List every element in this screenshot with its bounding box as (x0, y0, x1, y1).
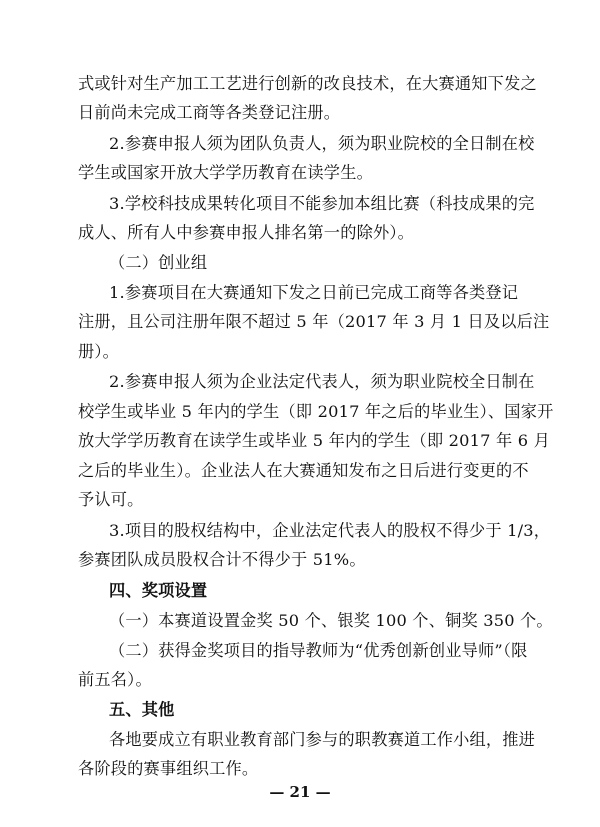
paragraph-line: 校学生或毕业 5 年内的学生（即 2017 年之后的毕业生）、国家开 (78, 402, 554, 421)
paragraph-line: 参赛团队成员股权合计不得少于 51%。 (78, 550, 366, 569)
paragraph-line: 学生或国家开放大学学历教育在读学生。 (78, 163, 373, 182)
section-heading: 四、奖项设置 (109, 581, 208, 600)
paragraph-line: 册）。 (78, 342, 120, 361)
paragraph-line: 1.参赛项目在大赛通知下发之日前已完成工商等各类登记 (109, 283, 519, 302)
page-number: — 21 — (269, 783, 331, 801)
paragraph-line: 日前尚未完成工商等各类登记注册。 (78, 103, 341, 122)
paragraph-line: 3.项目的股权结构中，企业法定代表人的股权不得少于 1/3， (109, 521, 551, 540)
paragraph-line: 成人、所有人中参赛申报人排名第一的除外）。 (78, 223, 415, 242)
section-heading: 五、其他 (109, 700, 175, 719)
paragraph-line: 放大学学历教育在读学生或毕业 5 年内的学生（即 2017 年 6 月 (78, 431, 550, 450)
paragraph-line: 予认可。 (78, 490, 144, 509)
paragraph-line: 2.参赛申报人须为团队负责人，须为职业院校的全日制在校 (109, 134, 535, 153)
paragraph-line: 各阶段的赛事组织工作。 (78, 759, 259, 778)
paragraph-line: 前五名）。 (78, 670, 152, 689)
paragraph-line: 3.学校科技成果转化项目不能参加本组比赛（科技成果的完 (109, 194, 535, 213)
paragraph-line: （一）本赛道设置金奖 50 个、银奖 100 个、铜奖 350 个。 (109, 611, 553, 630)
paragraph-line: 式或针对生产加工工艺进行创新的改良技术，在大赛通知下发之 (78, 74, 537, 93)
paragraph-line: 之后的毕业生）。企业法人在大赛通知发布之日后进行变更的不 (78, 461, 529, 480)
paragraph-line: 各地要成立有职业教育部门参与的职教赛道工作小组，推进 (109, 730, 536, 749)
paragraph-line: 2.参赛申报人须为企业法定代表人，须为职业院校全日制在 (109, 372, 535, 391)
paragraph-line: （二）获得金奖项目的指导教师为“优秀创新创业导师”（限 (109, 641, 528, 660)
paragraph-line: 注册，且公司注册年限不超过 5 年（2017 年 3 月 1 日及以后注 (78, 312, 550, 331)
section-subheading: （二）创业组 (109, 253, 208, 272)
